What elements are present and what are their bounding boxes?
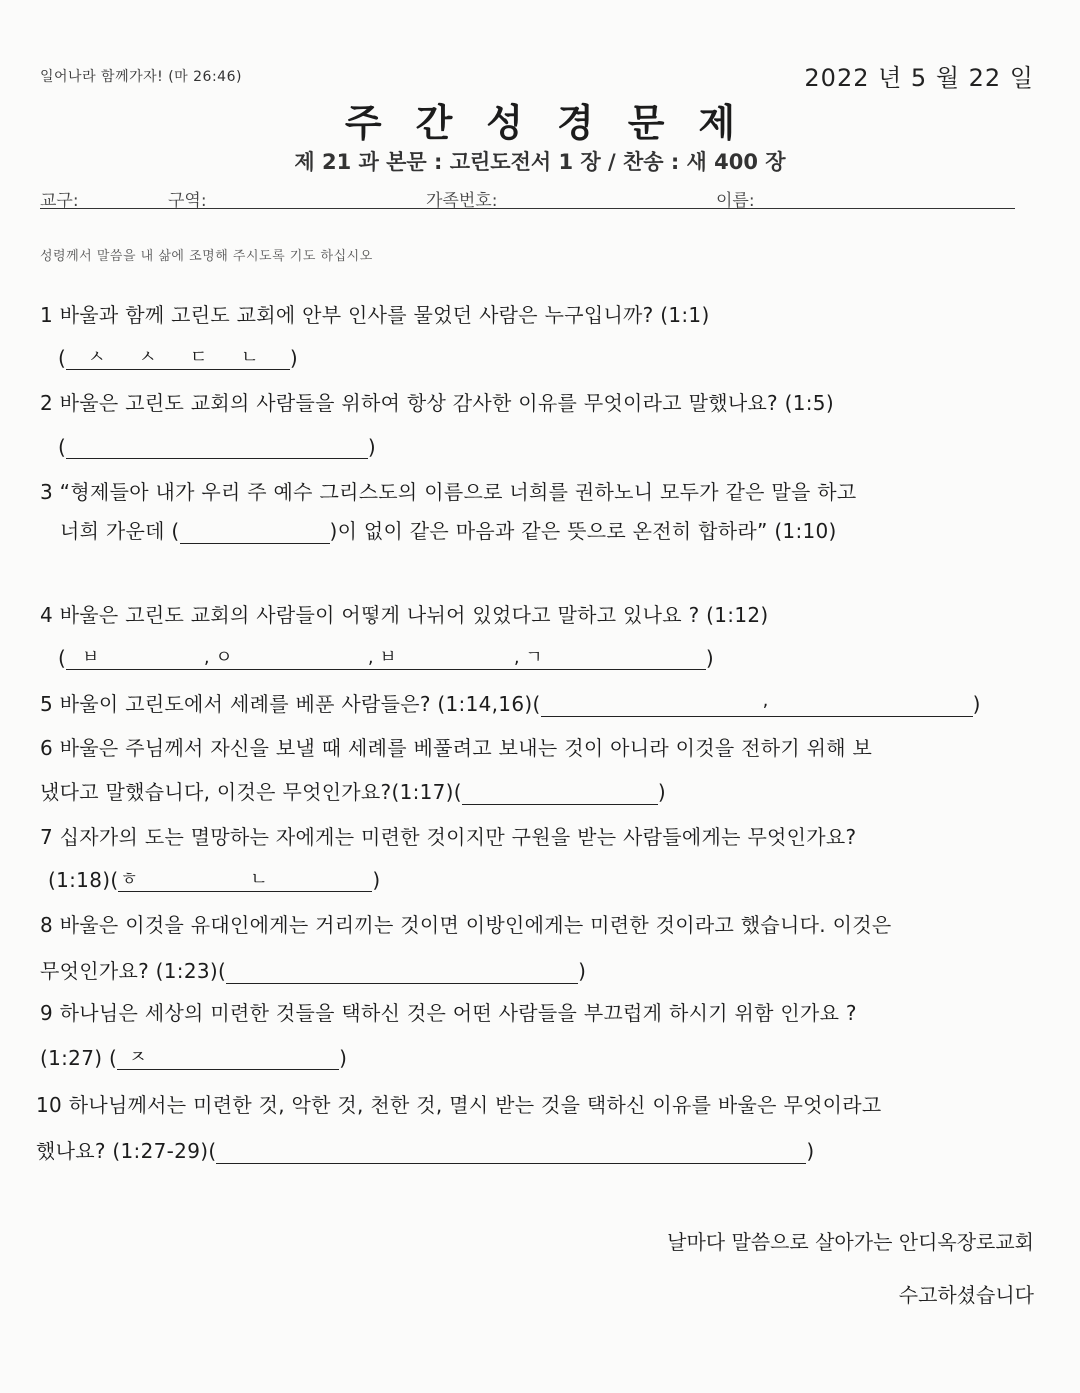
answer-4-hint-2: , ㅇ: [203, 647, 233, 668]
district-label: 교구:: [40, 191, 79, 211]
question-8: 8 바울은 이것을 유대인에게는 거리끼는 것이면 이방인에게는 미련한 것이라고 했습니다. 이것은: [40, 913, 892, 937]
motto: 일어나라 함께가자! (마 26:46): [40, 69, 242, 85]
answer-3[interactable]: [180, 519, 330, 544]
answer-4-hint-4: , ㄱ: [513, 647, 543, 668]
question-10: 10 하나님께서는 미련한 것, 악한 것, 천한 것, 멸시 받는 것을 택하신 이유를 바울은 무엇이라고: [36, 1093, 882, 1117]
question-9-line-2: (1:27) ( ㅈ ): [40, 1046, 348, 1070]
family-number-label: 가족번호:: [426, 191, 498, 211]
question-4: 4 바울은 고린도 교회의 사람들이 어떻게 나뉘어 있었다고 말하고 있나요 ? (1:12): [40, 603, 769, 627]
question-1: 1 바울과 함께 고린도 교회에 안부 인사를 물었던 사람은 누구입니까? (1:1): [40, 303, 710, 327]
name-label: 이름:: [716, 191, 755, 211]
answer-7[interactable]: ㅎ ㄴ: [118, 867, 372, 892]
date: 2022 년 5 월 22 일: [804, 64, 1034, 92]
prayer-instruction: 성령께서 말씀을 내 삶에 조명해 주시도록 기도 하십시오: [40, 249, 373, 264]
question-2: 2 바울은 고린도 교회의 사람들을 위하여 항상 감사한 이유를 무엇이라고 말했나요? (1:5): [40, 391, 834, 415]
answer-1-hint: ㅅ ㅅ ㄷ ㄴ: [87, 347, 273, 368]
question-6: 6 바울은 주님께서 자신을 보낼 때 세례를 베풀려고 보내는 것이 아니라 이것을 전하기 위해 보: [40, 736, 873, 760]
answer-10[interactable]: [216, 1139, 806, 1164]
question-7: 7 십자가의 도는 멸망하는 자에게는 미련한 것이지만 구원을 받는 사람들에게는 무엇인가요?: [40, 825, 857, 849]
question-6-line-2: 냈다고 말했습니다, 이것은 무엇인가요?(1:17)( ): [40, 780, 666, 804]
answer-6[interactable]: [462, 780, 658, 805]
answer-4-hint-3: , ㅂ: [367, 647, 397, 668]
answer-2[interactable]: ( ): [58, 435, 376, 459]
answer-1[interactable]: ( ㅅ ㅅ ㄷ ㄴ ): [58, 345, 298, 370]
answer-5[interactable]: ,: [541, 692, 973, 717]
question-3-line-2: 너희 가운데 ( )이 없이 같은 마음과 같은 뜻으로 온전히 합하라” (1:10): [60, 519, 837, 543]
question-3: 3 “형제들아 내가 우리 주 예수 그리스도의 이름으로 너희를 권하노니 모두가 같은 말을 하고: [40, 480, 857, 504]
area-label: 구역:: [168, 191, 207, 211]
question-8-line-2: 무엇인가요? (1:23)( ): [40, 959, 587, 983]
lesson-subtitle: 제 21 과 본문 : 고린도전서 1 장 / 찬송 : 새 400 장: [294, 150, 786, 174]
info-row: [40, 186, 1015, 209]
page-title: 주간성경문제: [344, 101, 770, 145]
answer-4-hint-1: ㅂ: [81, 647, 100, 668]
thanks-message: 수고하셨습니다: [898, 1283, 1034, 1307]
answer-8[interactable]: [226, 959, 578, 984]
answer-4[interactable]: ( ㅂ , ㅇ , ㅂ , ㄱ ): [58, 645, 714, 670]
question-9: 9 하나님은 세상의 미련한 것들을 택하신 것은 어떤 사람들을 부끄럽게 하시기 위함 인가요 ?: [40, 1001, 857, 1025]
question-7-line-2: (1:18)( ㅎ ㄴ ): [48, 868, 381, 892]
answer-9[interactable]: ㅈ: [117, 1045, 339, 1070]
church-motto: 날마다 말씀으로 살아가는 안디옥장로교회: [667, 1230, 1034, 1254]
question-5: 5 바울이 고린도에서 세례를 베푼 사람들은? (1:14,16)( , ): [40, 690, 981, 716]
question-10-line-2: 했나요? (1:27-29)( ): [36, 1139, 815, 1163]
